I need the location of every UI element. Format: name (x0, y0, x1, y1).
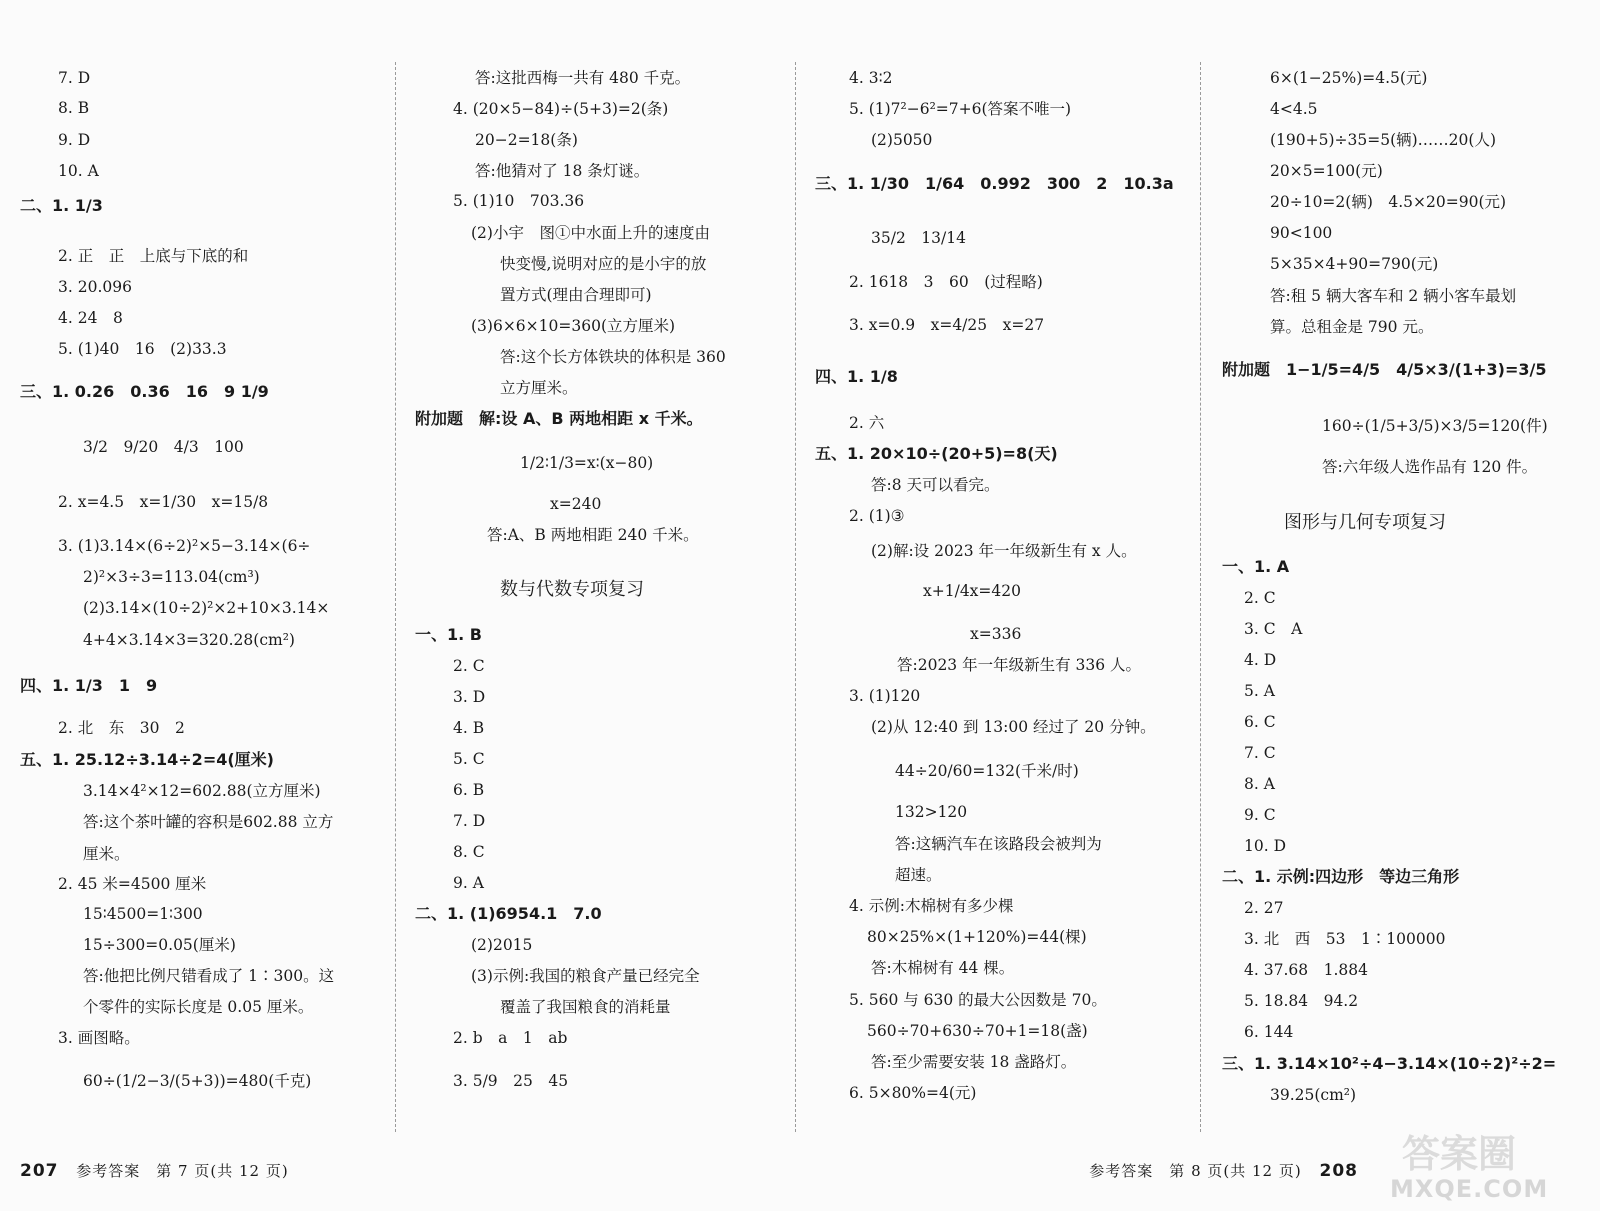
answer-line: 答:这个茶叶罐的容积是602.88 立方 (83, 813, 334, 831)
answer-line: (2)从 12:40 到 13:00 经过了 20 分钟。 (871, 718, 1156, 736)
answer-line: 6. 144 (1244, 1023, 1294, 1041)
answer-line: 三、1. 3.14×10²÷4−3.14×(10÷2)²÷2= (1222, 1054, 1557, 1073)
answer-line: 7. C (1244, 744, 1276, 762)
answer-line: 10. D (1244, 837, 1287, 855)
section-title: 数与代数专项复习 (500, 579, 644, 600)
answer-line: 3. x=0.9 x=4/25 x=27 (849, 316, 1045, 334)
answer-line: 2)²×3÷3=113.04(cm³) (83, 568, 260, 586)
answer-line: 90<100 (1270, 224, 1333, 242)
answer-line: 3. (1)120 (849, 687, 921, 705)
left-page-number: 207 (20, 1161, 59, 1181)
answer-line: 算。总租金是 790 元。 (1270, 318, 1434, 336)
answer-line: 6. B (453, 781, 485, 799)
answer-line: 5. A (1244, 682, 1275, 700)
answer-line: 2. 正 正 上底与下底的和 (58, 247, 249, 265)
answer-line: (2)5050 (871, 131, 933, 149)
answer-line: 答:租 5 辆大客车和 2 辆小客车最划 (1270, 287, 1517, 305)
answer-line: 39.25(cm²) (1270, 1086, 1357, 1104)
answer-line: 一、1. B (415, 625, 482, 644)
answer-line: 8. C (453, 843, 485, 861)
answer-line: 附加题 解:设 A、B 两地相距 x 千米。 (415, 409, 703, 428)
answer-line: 3. C A (1244, 620, 1303, 638)
answer-line: 5. (1)10 703.36 (453, 192, 585, 210)
answer-line: 二、1. (1)6954.1 7.0 (415, 904, 602, 923)
answer-line: 四、1. 1/3 1 9 (20, 676, 158, 695)
column-divider (1200, 62, 1201, 1132)
answer-line: 3/2 9/20 4/3 100 (83, 438, 244, 456)
answer-line: 5. 560 与 630 的最大公因数是 70。 (849, 991, 1107, 1009)
answer-line: 2. 六 (849, 414, 885, 432)
answer-line: 4<4.5 (1270, 100, 1318, 118)
answer-line: 2. 27 (1244, 899, 1284, 917)
answer-line: 三、1. 1/30 1/64 0.992 300 2 10.3a (815, 174, 1174, 193)
column-1 (20, 0, 390, 1140)
answer-line: 10. A (58, 162, 99, 180)
answer-line: 5. C (453, 750, 485, 768)
answer-line: 一、1. A (1222, 557, 1290, 576)
column-divider (795, 62, 796, 1132)
answer-line: 60÷(1/2−3/(5+3))=480(千克) (83, 1072, 312, 1090)
answer-line: 6. 5×80%=4(元) (849, 1084, 977, 1102)
answer-line: (2)3.14×(10÷2)²×2+10×3.14× (83, 599, 330, 617)
answer-line: 20−2=18(条) (475, 131, 578, 149)
answer-line: 五、1. 20×10÷(20+5)=8(天) (815, 444, 1058, 463)
answer-line: 五、1. 25.12÷3.14÷2=4(厘米) (20, 750, 274, 769)
answer-line: 3. (1)3.14×(6÷2)²×5−3.14×(6÷ (58, 537, 311, 555)
answer-line: 2. C (453, 657, 485, 675)
answer-line: 80×25%×(1+120%)=44(棵) (867, 928, 1087, 946)
footer-right (1089, 1160, 1370, 1181)
answer-line: 6. C (1244, 713, 1276, 731)
answer-line: 5. (1)7²−6²=7+6(答案不唯一) (849, 100, 1072, 118)
answer-line: 4. D (1244, 651, 1277, 669)
answer-line: 4. 37.68 1.884 (1244, 961, 1368, 979)
answer-line: 3. D (453, 688, 486, 706)
right-page-number: 208 (1319, 1161, 1358, 1181)
answer-line: 3.14×4²×12=602.88(立方厘米) (83, 782, 321, 800)
column-2 (415, 0, 795, 1140)
answer-line: 答:2023 年一年级新生有 336 人。 (897, 656, 1142, 674)
answer-line: 9. D (58, 131, 91, 149)
section-title: 图形与几何专项复习 (1284, 512, 1446, 533)
answer-line: 2. b a 1 ab (453, 1029, 568, 1047)
answer-line: 立方厘米。 (500, 379, 578, 397)
footer-left (20, 1160, 289, 1181)
answer-line: 8. A (1244, 775, 1275, 793)
answer-line: 二、1. 1/3 (20, 196, 103, 215)
answer-line: (3)示例:我国的粮食产量已经完全 (471, 967, 700, 985)
answer-line: 8. B (58, 99, 90, 117)
watermark-logo: 答案圈 MXQE.COM (1390, 1132, 1549, 1203)
answer-line: 9. C (1244, 806, 1276, 824)
answer-line: 20÷10=2(辆) 4.5×20=90(元) (1270, 193, 1507, 211)
answer-line: 35/2 13/14 (871, 229, 966, 247)
answer-line: 答:他把比例尺错看成了 1∶300。这 (83, 967, 335, 985)
answer-line: 答:8 天可以看完。 (871, 476, 1000, 494)
column-3 (815, 0, 1195, 1140)
right-footer-text: 参考答案 第 8 页(共 12 页) (1089, 1162, 1302, 1180)
answer-line: 答:这批西梅一共有 480 千克。 (475, 69, 691, 87)
answer-line: 20×5=100(元) (1270, 162, 1383, 180)
answer-line: x=336 (970, 625, 1022, 643)
answer-line: 二、1. 示例:四边形 等边三角形 (1222, 867, 1460, 886)
answer-line: 7. D (453, 812, 486, 830)
answer-line: 4. (20×5−84)÷(5+3)=2(条) (453, 100, 669, 118)
answer-line: 附加题 1−1/5=4/5 4/5×3/(1+3)=3/5 (1222, 360, 1547, 379)
answer-line: (190+5)÷35=5(辆)……20(人) (1270, 131, 1496, 149)
column-4 (1222, 0, 1597, 1140)
answer-line: 3. 画图略。 (58, 1029, 140, 1047)
answer-line: 1/2∶1/3=x∶(x−80) (520, 454, 654, 472)
answer-line: 160÷(1/5+3/5)×3/5=120(件) (1322, 417, 1548, 435)
answer-line: 15∶4500=1∶300 (83, 905, 203, 923)
answer-line: 答:他猜对了 18 条灯谜。 (475, 162, 650, 180)
answer-line: 2. C (1244, 589, 1276, 607)
answer-line: 答:木棉树有 44 棵。 (871, 959, 1015, 977)
answer-line: 15÷300=0.05(厘米) (83, 936, 236, 954)
answer-line: 四、1. 1/8 (815, 367, 898, 386)
answer-line: 7. D (58, 69, 91, 87)
answer-line: (2)2015 (471, 936, 533, 954)
answer-line: 4. 示例:木棉树有多少棵 (849, 897, 1014, 915)
answer-line: (2)小宇 图①中水面上升的速度由 (471, 224, 710, 242)
answer-line: 4+4×3.14×3=320.28(cm²) (83, 631, 295, 649)
answer-line: 9. A (453, 874, 484, 892)
answer-line: 3. 20.096 (58, 278, 132, 296)
answer-line: 2. (1)③ (849, 507, 905, 525)
answer-line: 5×35×4+90=790(元) (1270, 255, 1439, 273)
answer-line: x=240 (550, 495, 602, 513)
left-footer-text: 参考答案 第 7 页(共 12 页) (76, 1162, 289, 1180)
answer-line: 4. 3∶2 (849, 69, 893, 87)
answer-line: 3. 5/9 25 45 (453, 1072, 569, 1090)
answer-line: 答:A、B 两地相距 240 千米。 (487, 526, 699, 544)
answer-line: 超速。 (895, 866, 942, 884)
answer-line: 快变慢,说明对应的是小宇的放 (500, 255, 707, 273)
answer-line: 2. 45 米=4500 厘米 (58, 875, 207, 893)
answer-line: 132>120 (895, 803, 968, 821)
answer-line: 6×(1−25%)=4.5(元) (1270, 69, 1428, 87)
answer-line: (3)6×6×10=360(立方厘米) (471, 317, 676, 335)
answer-line: 厘米。 (83, 845, 130, 863)
answer-line: 2. 1618 3 60 (过程略) (849, 273, 1043, 291)
answer-line: 4. 24 8 (58, 309, 123, 327)
answer-line: 个零件的实际长度是 0.05 厘米。 (83, 998, 314, 1016)
answer-line: 5. (1)40 16 (2)33.3 (58, 340, 227, 358)
answer-line: 3. 北 西 53 1∶100000 (1244, 930, 1446, 948)
answer-line: 2. 北 东 30 2 (58, 719, 185, 737)
answer-line: 三、1. 0.26 0.36 16 9 1/9 (20, 382, 269, 401)
answer-line: 置方式(理由合理即可) (500, 286, 652, 304)
answer-line: 5. 18.84 94.2 (1244, 992, 1359, 1010)
answer-line: 560÷70+630÷70+1=18(盏) (867, 1022, 1088, 1040)
answer-line: 2. x=4.5 x=1/30 x=15/8 (58, 493, 269, 511)
column-divider (395, 62, 396, 1132)
answer-line: x+1/4x=420 (923, 582, 1021, 600)
answer-line: 答:这个长方体铁块的体积是 360 (500, 348, 726, 366)
answer-line: 4. B (453, 719, 485, 737)
answer-line: (2)解:设 2023 年一年级新生有 x 人。 (871, 542, 1137, 560)
answer-line: 覆盖了我国粮食的消耗量 (500, 998, 671, 1016)
answer-line: 答:至少需要安装 18 盏路灯。 (871, 1053, 1077, 1071)
answer-line: 44÷20/60=132(千米/时) (895, 762, 1079, 780)
answer-line: 答:这辆汽车在该路段会被判为 (895, 835, 1102, 853)
answer-line: 答:六年级人选作品有 120 件。 (1322, 458, 1538, 476)
